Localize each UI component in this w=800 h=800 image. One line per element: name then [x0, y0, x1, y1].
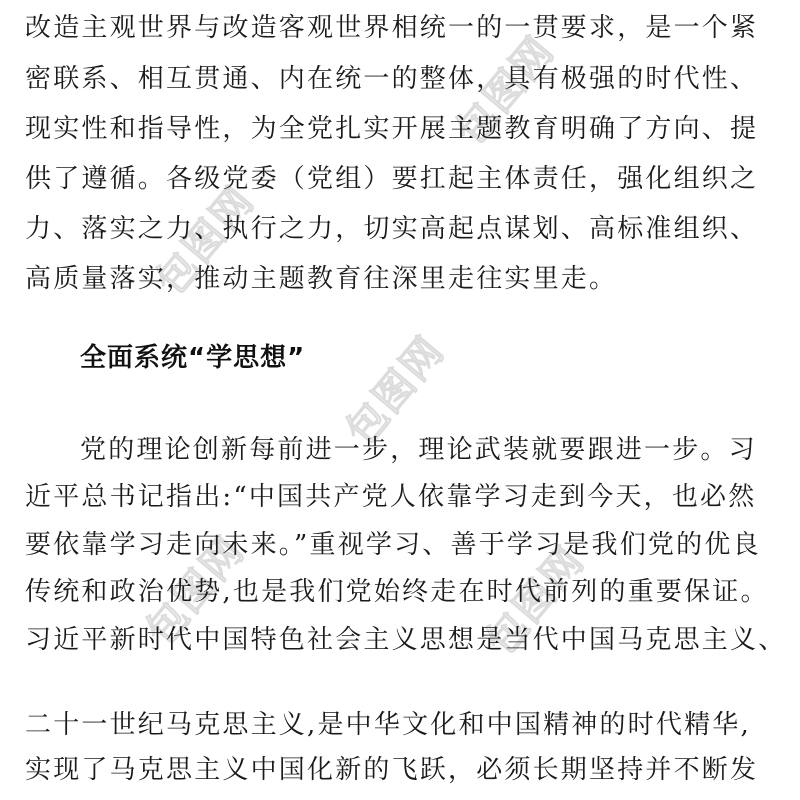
text-line: 传统和政治优势,也是我们党始终走在时代前列的重要保证。	[25, 577, 769, 607]
watermark: 包图网	[337, 327, 454, 454]
text-line: 力、落实之力、执行之力，切实高起点谋划、高标准组织、	[25, 214, 759, 244]
watermark: 包图网	[447, 27, 564, 154]
text-line: 改造主观世界与改造客观世界相统一的一贯要求，是一个紧	[25, 13, 759, 43]
watermark: 包图网	[477, 537, 594, 664]
watermark: 包图网	[137, 527, 254, 654]
text-line: 实现了马克思主义中国化新的飞跃，必须长期坚持并不断发	[25, 755, 759, 785]
section-heading: 全面系统“学思想”	[80, 343, 306, 373]
text-line: 近平总书记指出:“中国共产党人依靠学习走到今天，也必然	[25, 482, 757, 512]
text-line: 现实性和指导性，为全党扎实开展主题教育明确了方向、提	[25, 114, 759, 144]
text-line: 习近平新时代中国特色社会主义思想是当代中国马克思主义、	[25, 625, 787, 655]
text-line: 二十一世纪马克思主义,是中华文化和中国精神的时代精华,	[25, 710, 751, 740]
text-line: 高质量落实，推动主题教育往深里走往实里走。	[25, 264, 618, 294]
text-line: 密联系、相互贯通、内在统一的整体，具有极强的时代性、	[25, 64, 759, 94]
text-line: 供了遵循。各级党委（党组）要扛起主体责任，强化组织之	[25, 164, 759, 194]
text-line: 要依靠学习走向未来。”重视学习、善于学习是我们党的优良	[25, 530, 761, 560]
text-line: 党的理论创新每前进一步，理论武装就要跟进一步。习	[80, 435, 757, 465]
watermark: 包图网	[147, 177, 264, 304]
